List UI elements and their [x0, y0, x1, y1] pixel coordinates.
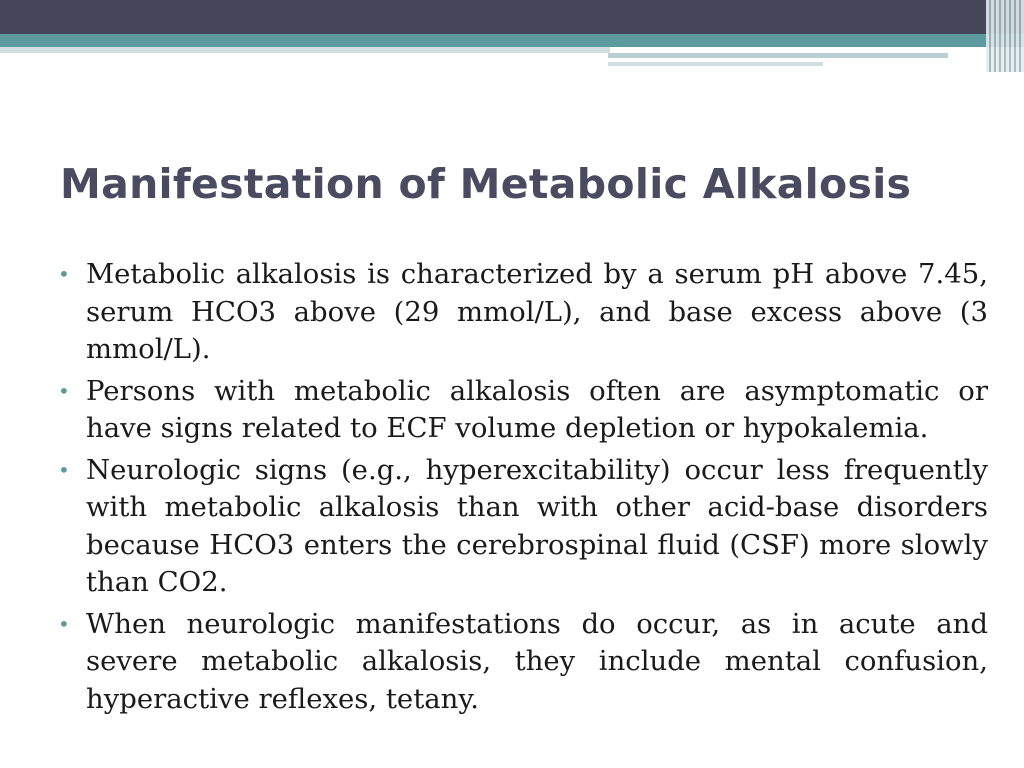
- bullet-text: When neurologic manifestations do occur, as in acute and severe metabolic alkalosis, they include mental confusion, hyperactive reflexes, tetany.: [86, 607, 988, 715]
- header-band-accent: [608, 53, 948, 58]
- bullet-dot-icon: •: [58, 457, 70, 482]
- bullet-text: Metabolic alkalosis is characterized by a serum pH above 7.45, serum HCO3 above (29 mmol/L), and base excess above (3 mmol/L).: [86, 258, 988, 365]
- bullet-dot-icon: •: [58, 611, 70, 636]
- bullet-item: [56, 606, 988, 719]
- bullet-item: [56, 452, 988, 602]
- header-band-light: [0, 47, 610, 53]
- bullet-dot-icon: •: [58, 262, 70, 286]
- bullet-item: [56, 373, 988, 448]
- bullet-list: [56, 256, 988, 722]
- bullet-text: Neurologic signs (e.g., hyperexcitability) occur less frequently with metabolic alkalosis than with other acid-base disorders because HCO3 enters the cerebrospinal fluid (CSF) more slowly than CO2.: [86, 453, 988, 598]
- header-band-teal: [0, 34, 1024, 47]
- bullet-text: Persons with metabolic alkalosis often are asymptomatic or have signs related to ECF volume depletion or hypokalemia.: [86, 374, 988, 444]
- slide-title: Manifestation of Metabolic Alkalosis: [60, 160, 912, 208]
- header-band-dark: [0, 0, 1024, 34]
- bullet-dot-icon: •: [58, 378, 70, 403]
- header-stripes-decoration: [986, 0, 1024, 72]
- header-band-accent-thin: [608, 62, 823, 66]
- bullet-item: [56, 256, 988, 369]
